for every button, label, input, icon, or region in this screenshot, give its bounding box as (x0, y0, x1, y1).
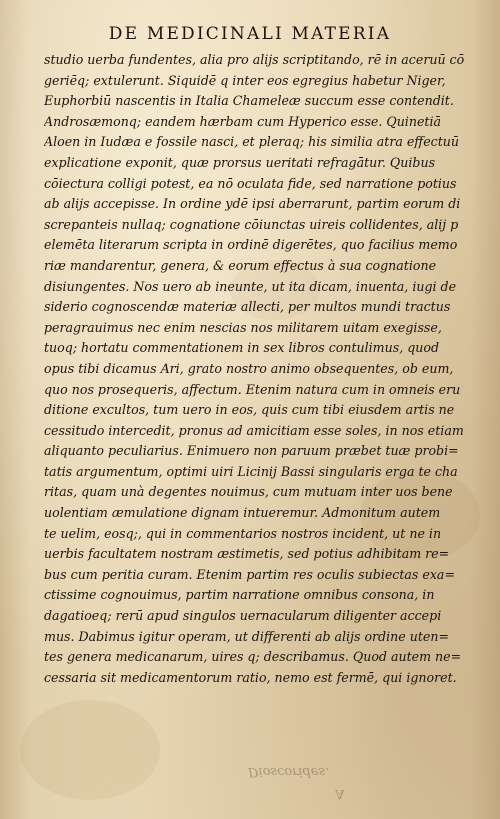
text-line: siderio cognoscendæ materiæ allecti, per multos mundi tractus (44, 299, 451, 315)
text-line: uolentiam æmulatione dignam intueremur. Admonitum autem (44, 505, 441, 521)
text-line: elemēta literarum scripta in ordinē digerētes, quo facilius memo (44, 237, 458, 253)
text-line: Androsæmonq; eandem hærbam cum Hyperico esse. Quinetiā (44, 113, 441, 129)
text-line: ctissime cognouimus, partim narratione omnibus consona, in (44, 587, 435, 603)
text-line: Aloen in Iudæa e fossile nasci, et pleraq; his similia atra effectuū (44, 134, 460, 150)
text-line: cessitudo intercedit, pronus ad amicitiam esse soles, in nos etiam (44, 422, 464, 438)
text-line: Euphorbiū nascentis in Italia Chameleæ succum esse contendit. (44, 93, 454, 109)
text-line: tatis argumentum, optimi uiri Licinij Bassi singularis erga te cha (44, 463, 458, 479)
text-line: studio uerba fundentes, alia pro alijs scriptitando, rē in aceruū cō (44, 52, 464, 67)
text-line: tuoq; hortatu commentationem in sex libros contulimus, quod (44, 340, 440, 356)
text-line: quo nos prosequeris, affectum. Etenim natura cum in omneis eru (44, 381, 461, 397)
text-line: ritas, quam unà degentes nouimus, cum mutuam inter uos bene (44, 484, 453, 500)
text-line: dagatioeq; rerū apud singulos uernacularum diligenter accepi (44, 608, 442, 624)
text-line: geriēq; extulerunt. Siquidē q inter eos egregius habetur Niger, (44, 72, 446, 88)
text-line: riæ mandarentur, genera, & eorum effectus à sua cognatione (44, 257, 437, 273)
text-line: cessaria sit medicamentorum ratio, nemo est fermē, qui ignoret. (44, 669, 457, 685)
show-through-catchword: Dioscorides. (248, 764, 330, 779)
paper-stain (20, 700, 160, 800)
text-line: aliquanto peculiarius. Enimuero non paruum præbet tuæ probi= (44, 443, 459, 459)
text-line: explicatione exponit, quæ prorsus ueritati refragātur. Quibus (44, 154, 436, 170)
text-line: cōiectura colligi potest, ea nō oculata fide, sed narratione potius (44, 175, 457, 191)
text-line: screpanteis nullaq; cognatione cōiunctas uireis collidentes, alij p (44, 216, 459, 232)
body-text (44, 50, 464, 688)
text-line: mus. Dabimus igitur operam, ut differenti ab alijs ordine uten= (44, 628, 449, 644)
text-line: tes genera medicanarum, uires q; describamus. Quod autem ne= (44, 649, 462, 665)
running-head: DE MEDICINALI MATERIA (108, 24, 392, 44)
text-line: ab alijs accepisse. In ordine ydē ipsi aberrarunt, partim eorum di (44, 196, 461, 212)
text-line: opus tibi dicamus Ari, grato nostro animo obsequentes, ob eum, (44, 360, 454, 376)
text-line: uerbis facultatem nostram æstimetis, sed potius adhibitam re= (44, 546, 450, 562)
text-line: peragrauimus nec enim nescias nos militarem uitam exegisse, (44, 319, 442, 335)
text-line: ditione excultos, tum uero in eos, quis cum tibi eiusdem artis ne (44, 402, 455, 418)
text-line: bus cum peritia curam. Etenim partim res oculis subiectas exa= (44, 566, 455, 582)
show-through-signature: A (335, 786, 345, 801)
text-line: disiungentes. Nos uero ab ineunte, ut ita dicam, inuenta, iugi de (44, 278, 457, 294)
text-line: te uelim, eosq;, qui in commentarios nostros incident, ut ne in (44, 525, 442, 541)
